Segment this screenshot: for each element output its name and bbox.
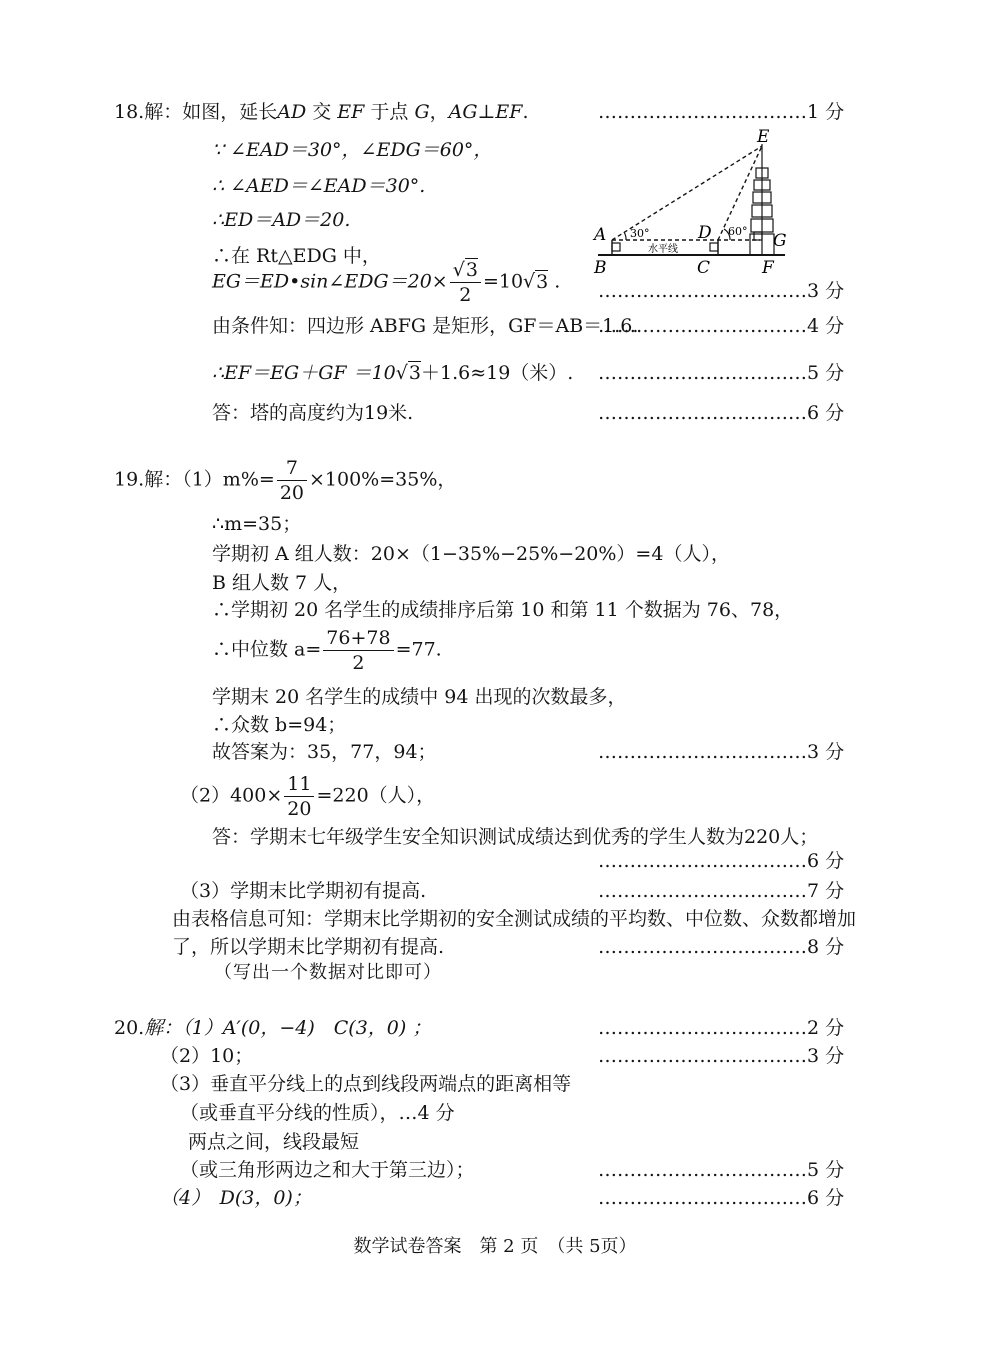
label-F: F [762,258,774,278]
q18-line-1: 18.解：如图，延长AD 交 EF 于点 G，AG⊥EF. [114,101,529,123]
fraction-median: $\frac{76+78}{2}$ [323,626,393,675]
q18-line-9: 答：塔的高度约为19米. [212,402,414,424]
q18-line-6: EG＝ED•sin∠EDG＝20× $\frac{√3}{2}$ =10√3 . [212,259,561,306]
q19-score-3: ……………………………3 分 [598,741,845,763]
q18-line-4: ∴ED＝AD＝20. [212,209,351,231]
q18-line-5: ∴在 Rt△EDG 中， [212,245,381,267]
q20-line-5: 两点之间，线段最短 [188,1131,360,1153]
q19-score-6: ……………………………6 分 [598,850,845,872]
q20-line-4: （或垂直平分线的性质），…4 分 [180,1102,455,1124]
q18-line-7: 由条件知：四边形 ABFG 是矩形，GF＝AB＝1.6. [212,315,639,337]
label-B: B [594,258,607,278]
page-footer: 数学试卷答案 第 2 页 （共 5页） [353,1236,637,1257]
q19-note: （写出一个数据对比即可） [214,962,442,983]
q18-score-6: ……………………………6 分 [598,402,845,424]
q18-line-3: ∴ ∠AED＝∠EAD＝30°. [212,175,426,197]
horizon-label: 水平线 [648,244,678,255]
right-angle-B [612,243,620,251]
angle-60-label: 60° [728,225,748,238]
q20-line-1: 20.解：（1）A′(0，−4) C(3，0) ； [114,1017,432,1039]
label-C: C [697,258,711,278]
q19-line-11: 答：学期末七年级学生安全知识测试成绩达到优秀的学生人数为220人； [212,826,819,848]
right-angle-G [754,232,762,240]
q19-line-8: ∴众数 b=94； [212,714,347,736]
q19-score-7: ……………………………7 分 [598,880,845,902]
q20-score-5: ……………………………5 分 [598,1159,845,1181]
q18-score-4: ……………………………4 分 [598,315,845,337]
q19-line-4: B 组人数 7 人， [212,572,352,594]
q19-line-6: ∴中位数 a= $\frac{76+78}{2}$ =77. [212,627,442,674]
q20-line-6: （或三角形两边之和大于第三边）； [180,1159,475,1181]
q19-line-5: ∴学期初 20 名学生的成绩排序后第 10 和第 11 个数据为 76、78， [212,599,794,621]
q19-line-12: （3）学期末比学期初有提高. [180,880,427,902]
q19-line-9: 故答案为：35，77，94； [212,741,437,763]
q18-line-8: ∴EF＝EG＋GF ＝10√3＋1.6≈19（米）. [212,362,574,384]
q20-score-6: ……………………………6 分 [598,1187,845,1209]
right-angle-C [710,243,718,251]
q19-score-8: ……………………………8 分 [598,936,845,958]
q19-line-13: 由表格信息可知：学期末比学期初的安全测试成绩的平均数、中位数、众数都增加 [172,908,857,930]
label-E: E [757,128,770,147]
q19-line-2: ∴m=35； [212,513,302,535]
label-G: G [773,231,787,251]
q20-line-7: （4） D(3，0)； [160,1187,312,1209]
q19-line-1: 19.解：（1）m%= $\frac{7}{20}$ ×100%=35%， [114,457,457,504]
label-D: D [698,223,712,243]
q20-score-2: ……………………………2 分 [598,1017,845,1039]
label-A: A [594,225,607,245]
fraction-7-20: $\frac{7}{20}$ [277,456,307,505]
fraction-11-20: $\frac{11}{20}$ [284,772,314,821]
q18-score-3: ……………………………3 分 [598,280,845,302]
q19-line-10: （2）400× $\frac{11}{20}$ =220（人）， [180,773,436,820]
q19-line-14: 了，所以学期末比学期初有提高. [172,936,445,958]
q19-line-3: 学期初 A 组人数：20×（1−35%−25%−20%）=4（人）， [212,543,730,565]
q19-line-7: 学期末 20 名学生的成绩中 94 出现的次数最多， [212,686,627,708]
q20-line-2: （2）10； [160,1045,254,1067]
q18-score-1: ……………………………1 分 [598,101,845,123]
sqrt3-over-2: $\frac{√3}{2}$ [450,258,481,307]
angle-30-label: 30° [630,227,650,240]
q20-score-3: ……………………………3 分 [598,1045,845,1067]
tower-figure [590,128,790,278]
q20-line-3: （3）垂直平分线上的点到线段两端点的距离相等 [160,1073,572,1095]
q18-line-2: ∵ ∠EAD＝30°，∠EDG＝60°， [212,139,493,161]
q18-score-5: ……………………………5 分 [598,362,845,384]
